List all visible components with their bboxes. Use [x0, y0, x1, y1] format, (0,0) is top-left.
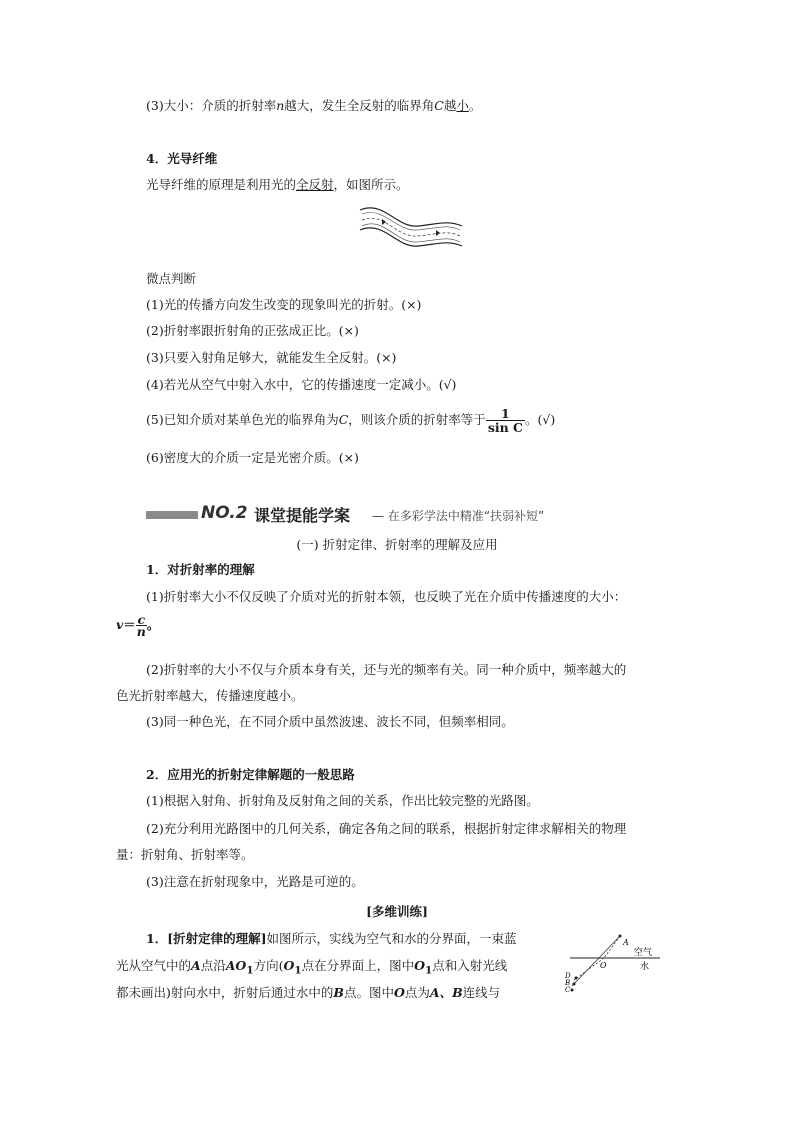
- judgement-item-4: (4)若光从空气中射入水中，它的传播速度一定减小。(√): [146, 377, 457, 392]
- paragraph-s2-3: (3)注意在折射现象中，光路是可逆的。: [146, 874, 364, 889]
- training-title: [多维训练]: [366, 904, 428, 919]
- banner-subtitle: — 在多彩学法中精准“扶弱补短”: [372, 509, 545, 523]
- point-label-D: D: [565, 972, 571, 980]
- point-label-O: O: [600, 961, 607, 970]
- judgement-item-1: (1)光的传播方向发生改变的现象叫光的折射。(×): [146, 297, 422, 312]
- paragraph-s1-2a: (2)折射率的大小不仅与介质本身有关，还与光的频率有关。同一种介质中，频率越大的: [146, 662, 627, 677]
- paragraph-s2-2a: (2)充分利用光路图中的几何关系，确定各角之间的联系，根据折射定律求解相关的物理: [146, 821, 627, 836]
- question-1-line-2: 光从空气中的A点沿$AO_1$方向($O_1$点在分界面上，图中$O_1$点和入射光线: [116, 958, 508, 977]
- question-1-line-1: 1．[折射定律的理解]如图所示，实线为空气和水的分界面，一束蓝: [146, 931, 517, 946]
- question-1-line-3: 都未画出)射向水中，折射后通过水中的B点。图中O点为A、B连线与: [116, 985, 501, 1000]
- label-water: 水: [640, 962, 650, 972]
- optical-fiber-figure: [356, 200, 466, 256]
- paragraph-s1-1a: (1)折射率大小不仅反映了介质对光的折射本领，也反映了光在介质中传播速度的大小：: [146, 589, 627, 604]
- fraction-1-over-sinC: $\frac{1}{\text{sin C}}$: [487, 406, 523, 435]
- part-title: (一) 折射定律、折射率的理解及应用: [296, 537, 498, 552]
- judgement-item-3: (3)只要入射角足够大，就能发生全反射。(×): [146, 350, 397, 365]
- paragraph-optical-fiber: 光导纤维的原理是利用光的全反射，如图所示。: [146, 177, 409, 192]
- section-title-refractive-index: 1．对折射率的理解: [146, 562, 255, 577]
- formula-v-equals-c-over-n: v＝ $\frac{c}{n}$ 。: [116, 612, 160, 639]
- refraction-figure: [562, 928, 666, 1000]
- judgement-item-6: (6)密度大的介质一定是光密介质。(×): [146, 450, 359, 465]
- banner-title: 课堂提能学案: [254, 506, 351, 525]
- paragraph-critical-angle: (3)大小：介质的折射率n越大，发生全反射的临界角C越小。: [146, 98, 482, 113]
- banner-bar: [146, 511, 198, 519]
- section-title-solution-steps: 2．应用光的折射定律解题的一般思路: [146, 767, 355, 782]
- label-air: 空气: [634, 948, 653, 958]
- point-label-B: B: [565, 979, 571, 987]
- paragraph-s2-1: (1)根据入射角、折射角及反射角之间的关系，作出比较完整的光路图。: [146, 793, 539, 808]
- point-label-A: A: [623, 938, 629, 947]
- paragraph-s1-2b: 色光折射率越大，传播速度越小。: [116, 688, 304, 703]
- point-label-C: C: [565, 986, 571, 994]
- paragraph-s2-2b: 量：折射角、折射率等。: [116, 847, 254, 862]
- paragraph-s1-3: (3)同一种色光，在不同介质中虽然波速、波长不同，但频率相同。: [146, 714, 514, 729]
- banner-number: NO.2: [201, 503, 248, 523]
- judgement-item-2: (2)折射率跟折射角的正弦成正比。(×): [146, 323, 359, 338]
- section-title-optical-fiber: 4．光导纤维: [146, 151, 218, 166]
- judgement-item-5: (5)已知介质对某单色光的临界角为C，则该介质的折射率等于 $\frac{1}{\text{sin C}}$ 。(√): [146, 406, 556, 435]
- micro-judgement-title: 微点判断: [146, 271, 197, 286]
